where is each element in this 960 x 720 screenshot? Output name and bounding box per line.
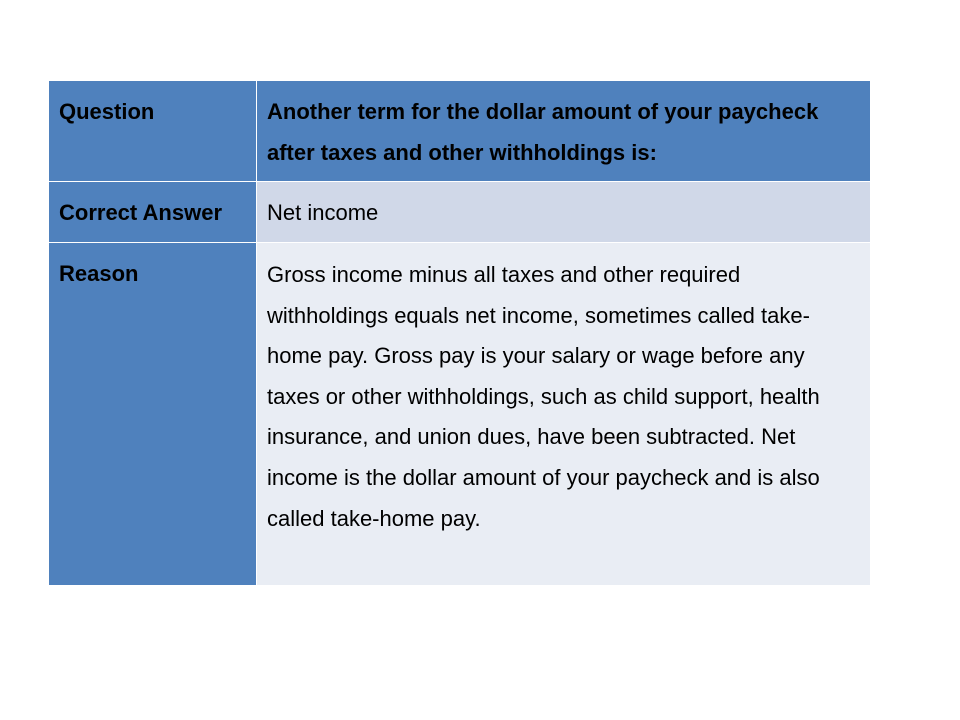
answer-content-cell — [257, 182, 871, 243]
question-label-cell — [49, 81, 257, 182]
question-text: Another term for the dollar amount of your paycheck after taxes and other withholdings is: — [267, 99, 819, 165]
answer-row — [49, 182, 871, 243]
question-row — [49, 81, 871, 182]
answer-label-cell — [49, 182, 257, 243]
reason-text: Gross income minus all taxes and other required withholdings equals net income, sometimes called take-home pay. Gross pay is your salary or wage before any taxes or other withholdings, such as child support, health insurance, and union dues, have been subtracted. Net income is the dollar amount of your paycheck and is also called take-home pay. — [267, 262, 820, 531]
question-content-cell — [257, 81, 871, 182]
reason-row — [49, 243, 871, 586]
question-label: Question — [59, 99, 155, 124]
correct-answer-text: Net income — [267, 200, 379, 225]
qa-table — [48, 80, 871, 586]
reason-content-cell — [257, 243, 871, 586]
reason-label-cell — [49, 243, 257, 586]
correct-answer-label: Correct Answer — [59, 200, 223, 225]
reason-label: Reason — [59, 261, 139, 286]
